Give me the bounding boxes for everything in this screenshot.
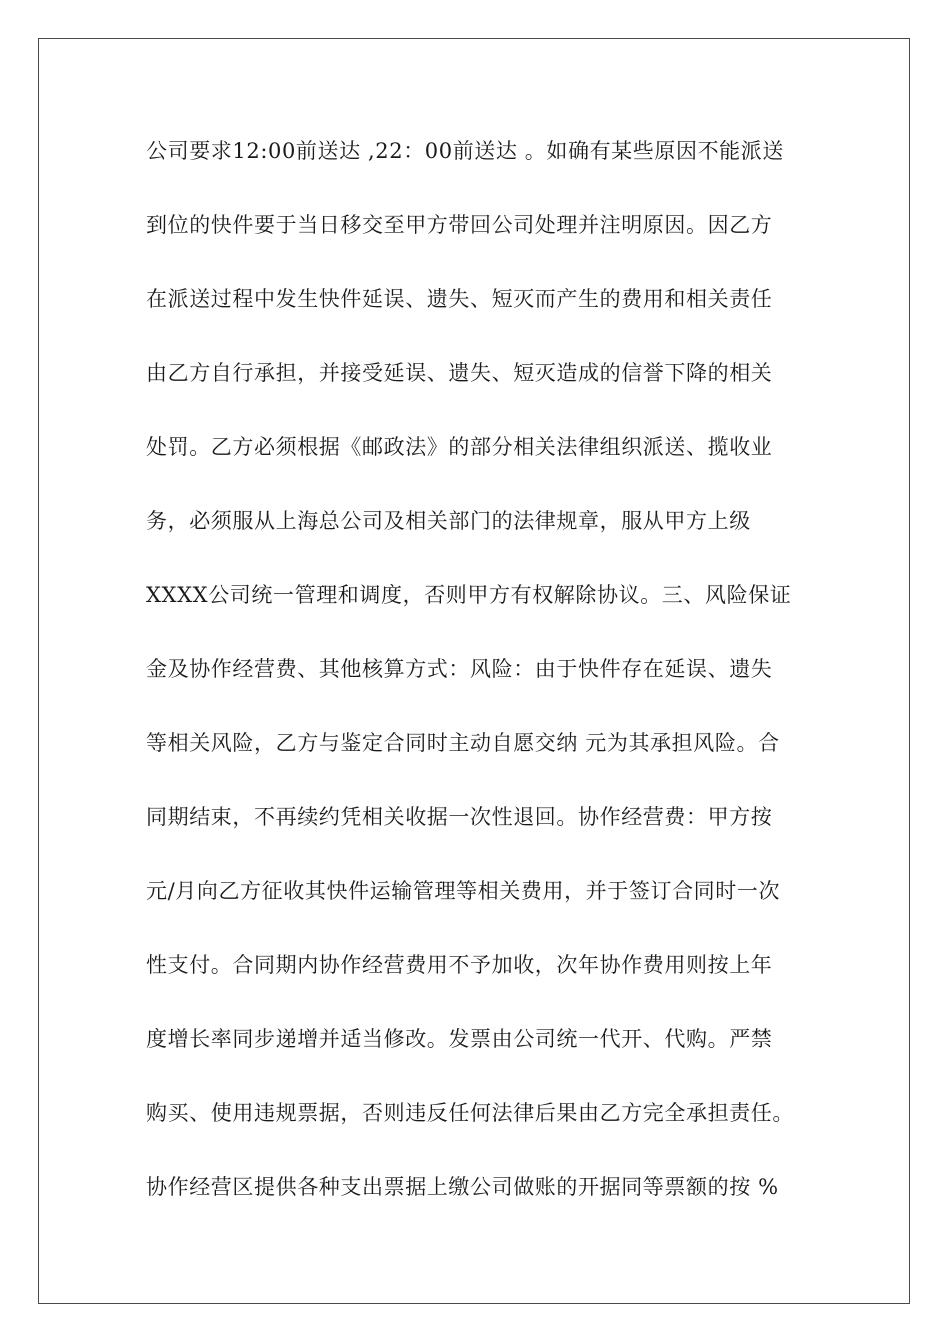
text-line: 处罚。乙方必须根据《邮政法》的部分相关法律组织派送、揽收业: [146, 435, 773, 459]
text-line: 由乙方自行承担，并接受延误、遗失、短灭造成的信誉下降的相关: [146, 361, 773, 385]
text-line: 金及协作经营费、其他核算方式：风险：由于快件存在延误、遗失: [146, 657, 773, 681]
text-line: 元/月向乙方征收其快件运输管理等相关费用，并于签订合同时一次: [146, 879, 781, 903]
text-line: 同期结束，不再续约凭相关收据一次性退回。协作经营费：甲方按: [146, 805, 773, 829]
text-line: XXXX公司统一管理和调度，否则甲方有权解除协议。三、风险保证: [146, 583, 792, 607]
text-line: 在派送过程中发生快件延误、遗失、短灭而产生的费用和相关责任: [146, 287, 773, 311]
text-line: 务，必须服从上海总公司及相关部门的法律规章，服从甲方上级: [146, 509, 751, 533]
text-line: 度增长率同步递增并适当修改。发票由公司统一代开、代购。严禁: [146, 1027, 773, 1051]
text-line: 等相关风险，乙方与鉴定合同时主动自愿交纳 元为其承担风险。合: [146, 731, 780, 755]
text-line: 协作经营区提供各种支出票据上缴公司做账的开据同等票额的按 %: [146, 1175, 779, 1199]
text-line: 购买、使用违规票据，否则违反任何法律后果由乙方完全承担责任。: [146, 1101, 794, 1125]
text-line: 到位的快件要于当日移交至甲方带回公司处理并注明原因。因乙方: [146, 213, 773, 237]
text-line: 公司要求12:00前送达 ,22：00前送达 。如确有某些原因不能派送: [146, 139, 784, 163]
document-body: [146, 114, 816, 1224]
text-line: 性支付。合同期内协作经营费用不予加收，次年协作费用则按上年: [146, 953, 773, 977]
